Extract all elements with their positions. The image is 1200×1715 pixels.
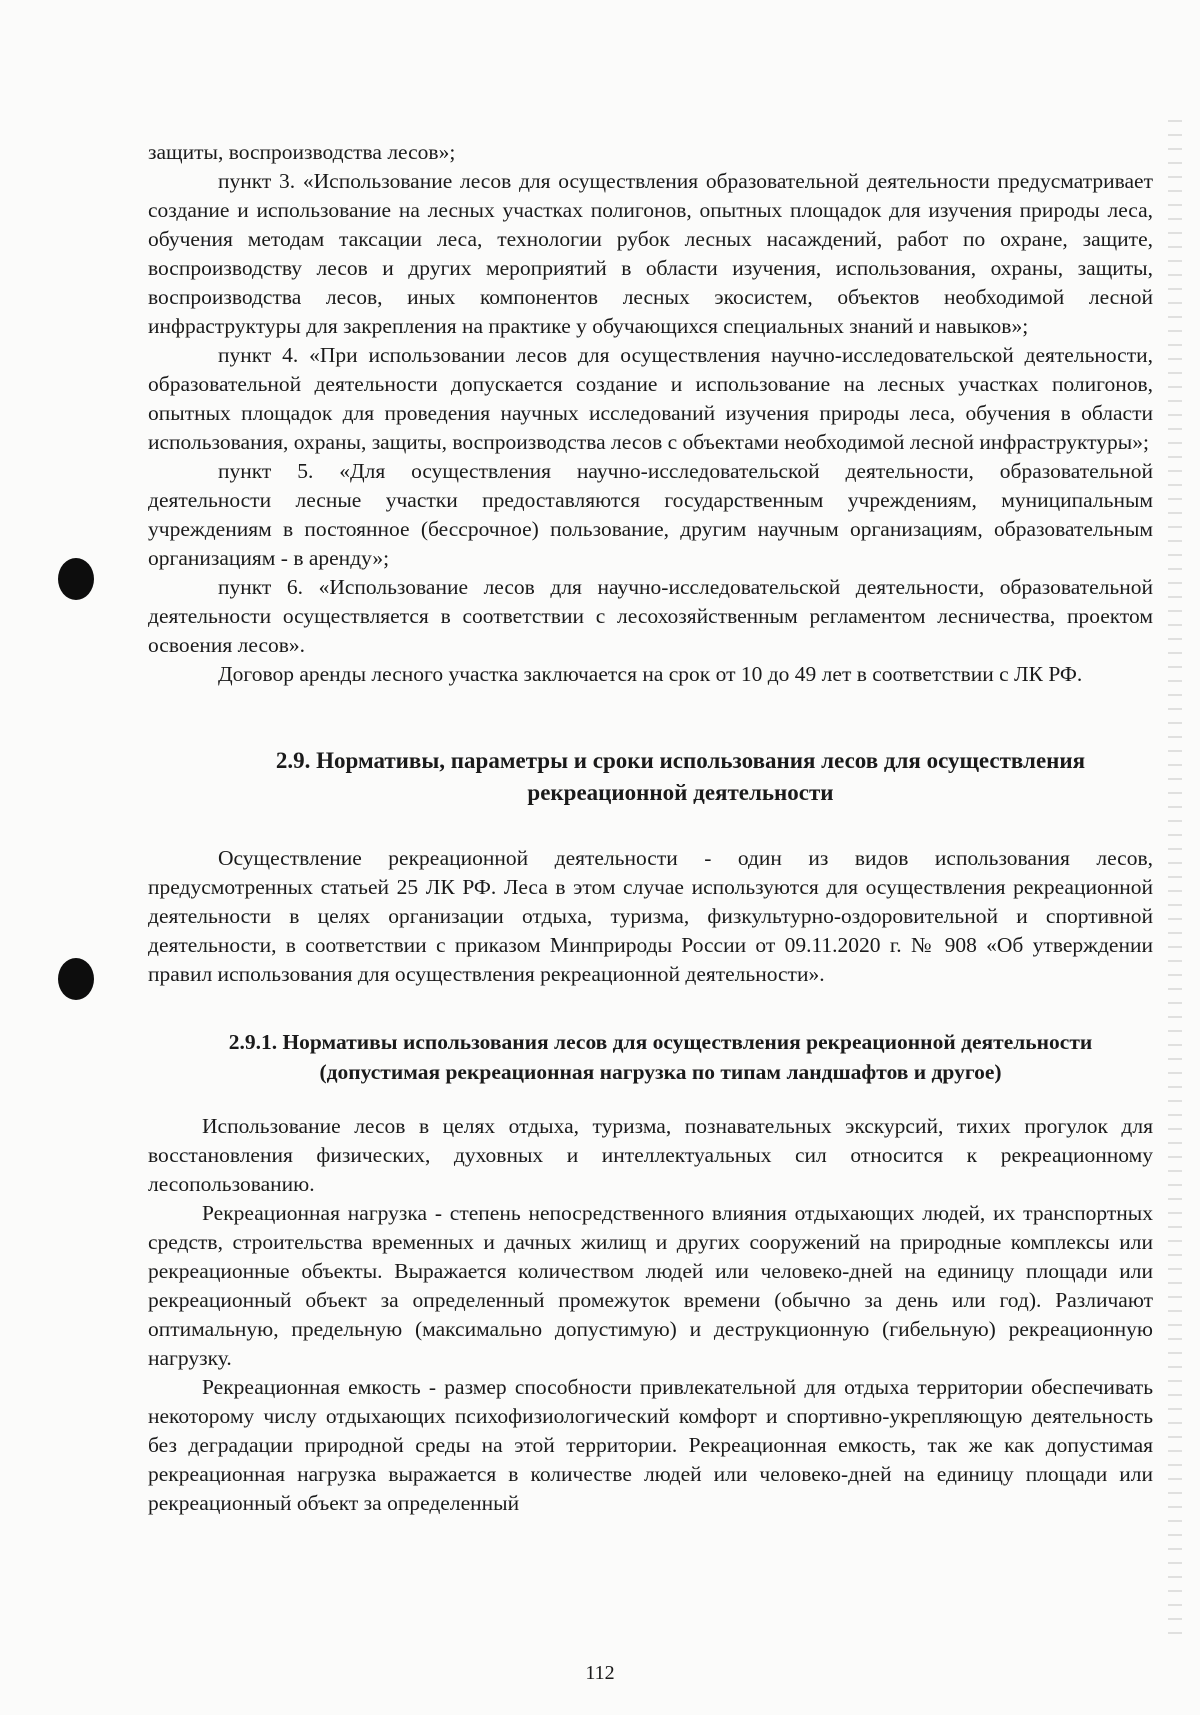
paragraph: пункт 5. «Для осуществления научно-исследовательской деятельности, образовательной деятельности лесные участки предоставляются государственным учреждениям, муниципальным учреждениям в постоянное (бессрочное) пользование, другим научным организациям, образовательным организациям - в аренду»;: [148, 459, 1153, 570]
paragraph: пункт 6. «Использование лесов для научно-исследовательской деятельности, образовательной деятельности осуществляется в соответствии с лесохозяйственным регламентом лесничества, проектом освоения лесов».: [148, 575, 1153, 657]
paragraph: Рекреационная нагрузка - степень непосредственного влияния отдыхающих людей, их транспортных средств, строительства временных и дачных жилищ и других сооружений на природные комплексы или рекреационные объекты. Выражается количеством людей или человеко-дней на единицу площади или рекреационный объект за определенный промежуток времени (обычно за день или год). Различают оптимальную, предельную (максимально допустимую) и деструкционную (гибельную) рекреационную нагрузку.: [148, 1201, 1153, 1370]
top-paragraphs: [148, 138, 1153, 689]
paragraph: Рекреационная емкость - размер способности привлекательной для отдыха территории обеспечивать некоторому числу отдыхающих психофизиологический комфорт и спортивно-укрепляющую деятельность без деградации природной среды на этой территории. Рекреационная емкость, так же как допустимая рекреационная нагрузка выражается в количестве людей или человеко-дней на единицу площади или рекреационный объект за определенный: [148, 1375, 1153, 1515]
paragraph: Договор аренды лесного участка заключается на срок от 10 до 49 лет в соответствии с ЛК РФ.: [218, 662, 1083, 686]
scan-edge-marks: [1168, 120, 1182, 1635]
paragraph: защиты, воспроизводства лесов»;: [148, 140, 456, 164]
punch-hole-upper: [58, 558, 94, 600]
page-content: [148, 138, 1153, 1518]
page-number: 112: [585, 1662, 615, 1684]
paragraph: Осуществление рекреационной деятельности - один из видов использования лесов, предусмотренных статьей 25 ЛК РФ. Леса в этом случае используются для осуществления рекреационной деятельности в целях организации отдыха, туризма, физкультурно-оздоровительной и спортивной деятельности, в соответствии с приказом Минприроды России от 09.11.2020 г. № 908 «Об утверждении правил использования для осуществления рекреационной деятельности».: [148, 846, 1153, 986]
punch-hole-lower: [58, 958, 94, 1000]
paragraph: пункт 4. «При использовании лесов для осуществления научно-исследовательской деятельности, образовательной деятельности допускается создание и использование на лесных участках полигонов, опытных площадок для проведения научных исследований изучения природы леса, обучения в области использования, охраны, защиты, воспроизводства лесов с объектами необходимой лесной инфраструктуры»;: [148, 343, 1153, 454]
section-heading-2-9: 2.9. Нормативы, параметры и сроки использования лесов для осуществления рекреационной деятельности: [275, 748, 1086, 805]
section-2-9-paragraphs: [148, 844, 1153, 989]
paragraph: пункт 3. «Использование лесов для осуществления образовательной деятельности предусматривает создание и использование на лесных участках полигонов, опытных площадок для изучения природы леса, обучения методам таксации леса, технологии рубок лесных насаждений, работ по охране, защите, воспроизводству лесов и других мероприятий в области изучения, использования, охраны, защиты, воспроизводства лесов, иных компонентов лесных экосистем, объектов необходимой лесной инфраструктуры для закрепления на практике у обучающихся специальных знаний и навыков»;: [148, 169, 1153, 338]
paragraph: Использование лесов в целях отдыха, туризма, познавательных экскурсий, тихих прогулок для восстановления физических, духовных и интеллектуальных сил относится к рекреационному лесопользованию.: [148, 1114, 1153, 1196]
section-heading-2-9-1: 2.9.1. Нормативы использования лесов для осуществления рекреационной деятельности (допустимая рекреационная нагрузка по типам ландшафтов и другое): [228, 1030, 1093, 1084]
section-2-9-1-paragraphs: [148, 1112, 1153, 1518]
